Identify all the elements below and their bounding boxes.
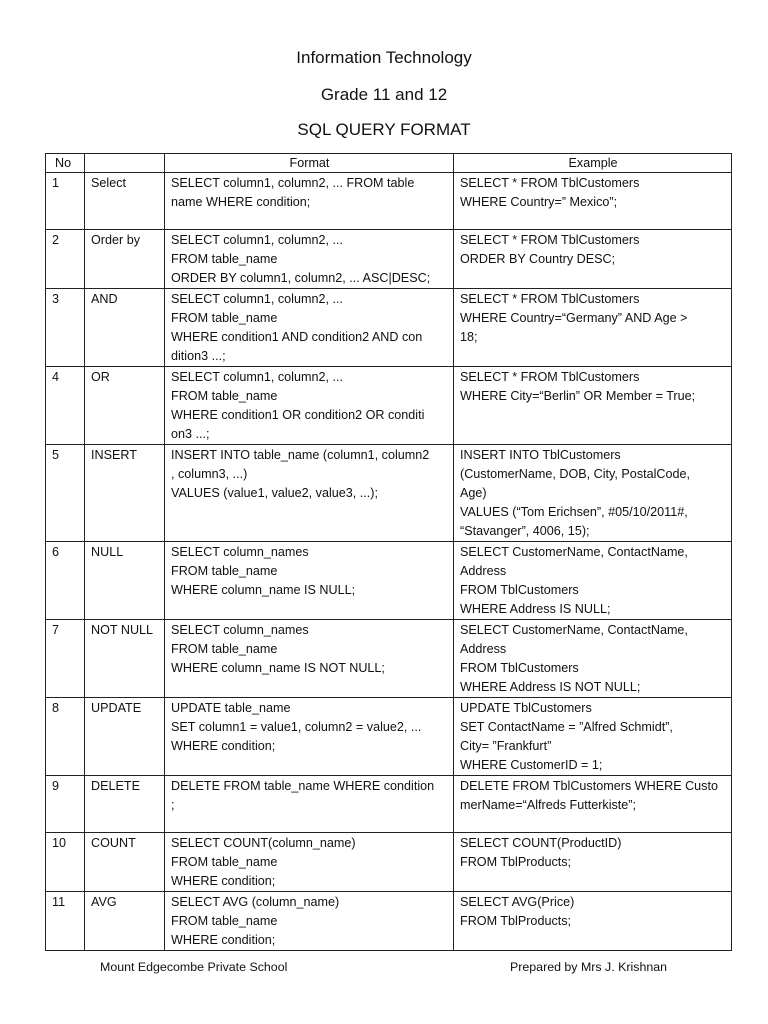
- statement-name: COUNT: [85, 833, 165, 892]
- table-row: [46, 230, 732, 289]
- format-line: SET column1 = value1, column2 = value2, ...: [171, 720, 422, 734]
- table-row: [46, 173, 732, 230]
- example-line: FROM TblProducts;: [460, 914, 572, 928]
- row-number: 11: [46, 892, 85, 951]
- row-number: 4: [46, 367, 85, 445]
- table-row: [46, 620, 732, 698]
- example-line: VALUES (“Tom Erichsen”, #05/10/2011#,: [460, 505, 688, 519]
- example-line: FROM TblCustomers: [460, 661, 579, 675]
- statement-name: DELETE: [85, 776, 165, 833]
- row-number: 7: [46, 620, 85, 698]
- row-number: 5: [46, 445, 85, 542]
- format-line: ORDER BY column1, column2, ... ASC|DESC;: [171, 271, 431, 285]
- format-line: VALUES (value1, value2, value3, ...);: [171, 486, 378, 500]
- example-line: merName=“Alfreds Futterkiste”;: [460, 798, 637, 812]
- table-row: [46, 892, 732, 951]
- format-line: SELECT column1, column2, ...: [171, 292, 343, 306]
- example-cell: [454, 833, 732, 892]
- example-line: 18;: [460, 330, 478, 344]
- table-row: [46, 776, 732, 833]
- row-number: 10: [46, 833, 85, 892]
- format-line: WHERE condition1 AND condition2 AND con: [171, 330, 423, 344]
- example-cell: [454, 542, 732, 620]
- example-line: ORDER BY Country DESC;: [460, 252, 616, 266]
- row-number: 6: [46, 542, 85, 620]
- row-number: 1: [46, 173, 85, 230]
- format-line: SELECT column1, column2, ...: [171, 370, 343, 384]
- format-cell: [165, 173, 454, 230]
- sql-format-table: [45, 153, 732, 951]
- table-row: [46, 698, 732, 776]
- example-line: FROM TblProducts;: [460, 855, 572, 869]
- format-line: on3 ...;: [171, 427, 210, 441]
- format-cell: [165, 445, 454, 542]
- format-line: WHERE column_name IS NOT NULL;: [171, 661, 385, 675]
- table-row: [46, 445, 732, 542]
- example-line: WHERE CustomerID = 1;: [460, 758, 603, 772]
- format-cell: [165, 367, 454, 445]
- format-line: FROM table_name: [171, 252, 278, 266]
- example-line: INSERT INTO TblCustomers: [460, 448, 621, 462]
- format-cell: [165, 542, 454, 620]
- row-number: 8: [46, 698, 85, 776]
- format-line: SELECT column_names: [171, 623, 309, 637]
- example-line: UPDATE TblCustomers: [460, 701, 592, 715]
- statement-name: Select: [85, 173, 165, 230]
- example-line: SET ContactName = ”Alfred Schmidt”,: [460, 720, 673, 734]
- example-line: (CustomerName, DOB, City, PostalCode,: [460, 467, 691, 481]
- format-line: dition3 ...;: [171, 349, 226, 363]
- statement-name: UPDATE: [85, 698, 165, 776]
- format-line: SELECT AVG (column_name): [171, 895, 340, 909]
- format-line: , column3, ...): [171, 467, 248, 481]
- document-subtitle: SQL QUERY FORMAT: [297, 120, 471, 139]
- statement-name: INSERT: [85, 445, 165, 542]
- example-line: WHERE Country=“Germany” AND Age >: [460, 311, 688, 325]
- grade-heading: Grade 11 and 12: [320, 85, 448, 104]
- statement-name: AVG: [85, 892, 165, 951]
- format-line: SELECT column_names: [171, 545, 309, 559]
- example-cell: [454, 698, 732, 776]
- table-header-row: [46, 154, 732, 173]
- row-number: 2: [46, 230, 85, 289]
- column-header-name: [85, 154, 165, 173]
- format-line: WHERE condition;: [171, 739, 276, 753]
- format-cell: [165, 230, 454, 289]
- example-line: SELECT CustomerName, ContactName,: [460, 545, 688, 559]
- format-line: WHERE condition1 OR condition2 OR conditi: [171, 408, 425, 422]
- format-line: FROM table_name: [171, 389, 278, 403]
- example-line: WHERE Address IS NOT NULL;: [460, 680, 641, 694]
- format-line: FROM table_name: [171, 642, 278, 656]
- format-line: WHERE condition;: [171, 874, 276, 888]
- example-line: “Stavanger”, 4006, 15);: [460, 524, 590, 538]
- example-line: SELECT * FROM TblCustomers: [460, 370, 640, 384]
- format-cell: [165, 776, 454, 833]
- format-line: WHERE condition;: [171, 933, 276, 947]
- example-line: Address: [460, 564, 507, 578]
- column-header-no: No: [46, 154, 85, 173]
- format-line: SELECT COUNT(column_name): [171, 836, 356, 850]
- example-cell: [454, 776, 732, 833]
- example-line: WHERE Address IS NULL;: [460, 602, 611, 616]
- example-line: Address: [460, 642, 507, 656]
- column-header-format: Format: [165, 154, 454, 173]
- example-cell: [454, 367, 732, 445]
- row-number: 3: [46, 289, 85, 367]
- example-cell: [454, 445, 732, 542]
- row-number: 9: [46, 776, 85, 833]
- format-line: FROM table_name: [171, 564, 278, 578]
- format-cell: [165, 892, 454, 951]
- format-cell: [165, 620, 454, 698]
- format-cell: [165, 833, 454, 892]
- format-line: SELECT column1, column2, ... FROM table: [171, 176, 415, 190]
- school-name: Mount Edgecombe Private School: [100, 960, 288, 974]
- statement-name: NULL: [85, 542, 165, 620]
- prepared-by: Prepared by Mrs J. Krishnan: [510, 960, 668, 974]
- example-line: SELECT AVG(Price): [460, 895, 575, 909]
- example-line: SELECT * FROM TblCustomers: [460, 233, 640, 247]
- example-line: SELECT CustomerName, ContactName,: [460, 623, 688, 637]
- example-line: WHERE Country=” Mexico”;: [460, 195, 618, 209]
- table-row: [46, 542, 732, 620]
- format-line: name WHERE condition;: [171, 195, 311, 209]
- format-line: UPDATE table_name: [171, 701, 291, 715]
- example-line: SELECT * FROM TblCustomers: [460, 292, 640, 306]
- example-line: DELETE FROM TblCustomers WHERE Custo: [460, 779, 718, 793]
- example-line: SELECT COUNT(ProductID): [460, 836, 622, 850]
- format-line: FROM table_name: [171, 855, 278, 869]
- statement-name: OR: [85, 367, 165, 445]
- statement-name: AND: [85, 289, 165, 367]
- format-cell: [165, 289, 454, 367]
- example-cell: [454, 173, 732, 230]
- example-cell: [454, 289, 732, 367]
- format-line: DELETE FROM table_name WHERE condition: [171, 779, 435, 793]
- format-line: FROM table_name: [171, 311, 278, 325]
- example-line: Age): [460, 486, 487, 500]
- example-line: City= ”Frankfurt”: [460, 739, 552, 753]
- example-cell: [454, 620, 732, 698]
- document-title: Information Technology: [296, 48, 472, 67]
- example-cell: [454, 892, 732, 951]
- example-cell: [454, 230, 732, 289]
- table-row: [46, 367, 732, 445]
- table-row: [46, 833, 732, 892]
- example-line: SELECT * FROM TblCustomers: [460, 176, 640, 190]
- example-line: FROM TblCustomers: [460, 583, 579, 597]
- format-line: INSERT INTO table_name (column1, column2: [171, 448, 430, 462]
- example-line: WHERE City=“Berlin” OR Member = True;: [460, 389, 696, 403]
- statement-name: NOT NULL: [85, 620, 165, 698]
- format-cell: [165, 698, 454, 776]
- column-header-example: Example: [454, 154, 732, 173]
- table-body: [46, 173, 732, 951]
- statement-name: Order by: [85, 230, 165, 289]
- format-line: SELECT column1, column2, ...: [171, 233, 343, 247]
- format-line: WHERE column_name IS NULL;: [171, 583, 356, 597]
- format-line: FROM table_name: [171, 914, 278, 928]
- format-line: ;: [171, 798, 175, 812]
- table-row: [46, 289, 732, 367]
